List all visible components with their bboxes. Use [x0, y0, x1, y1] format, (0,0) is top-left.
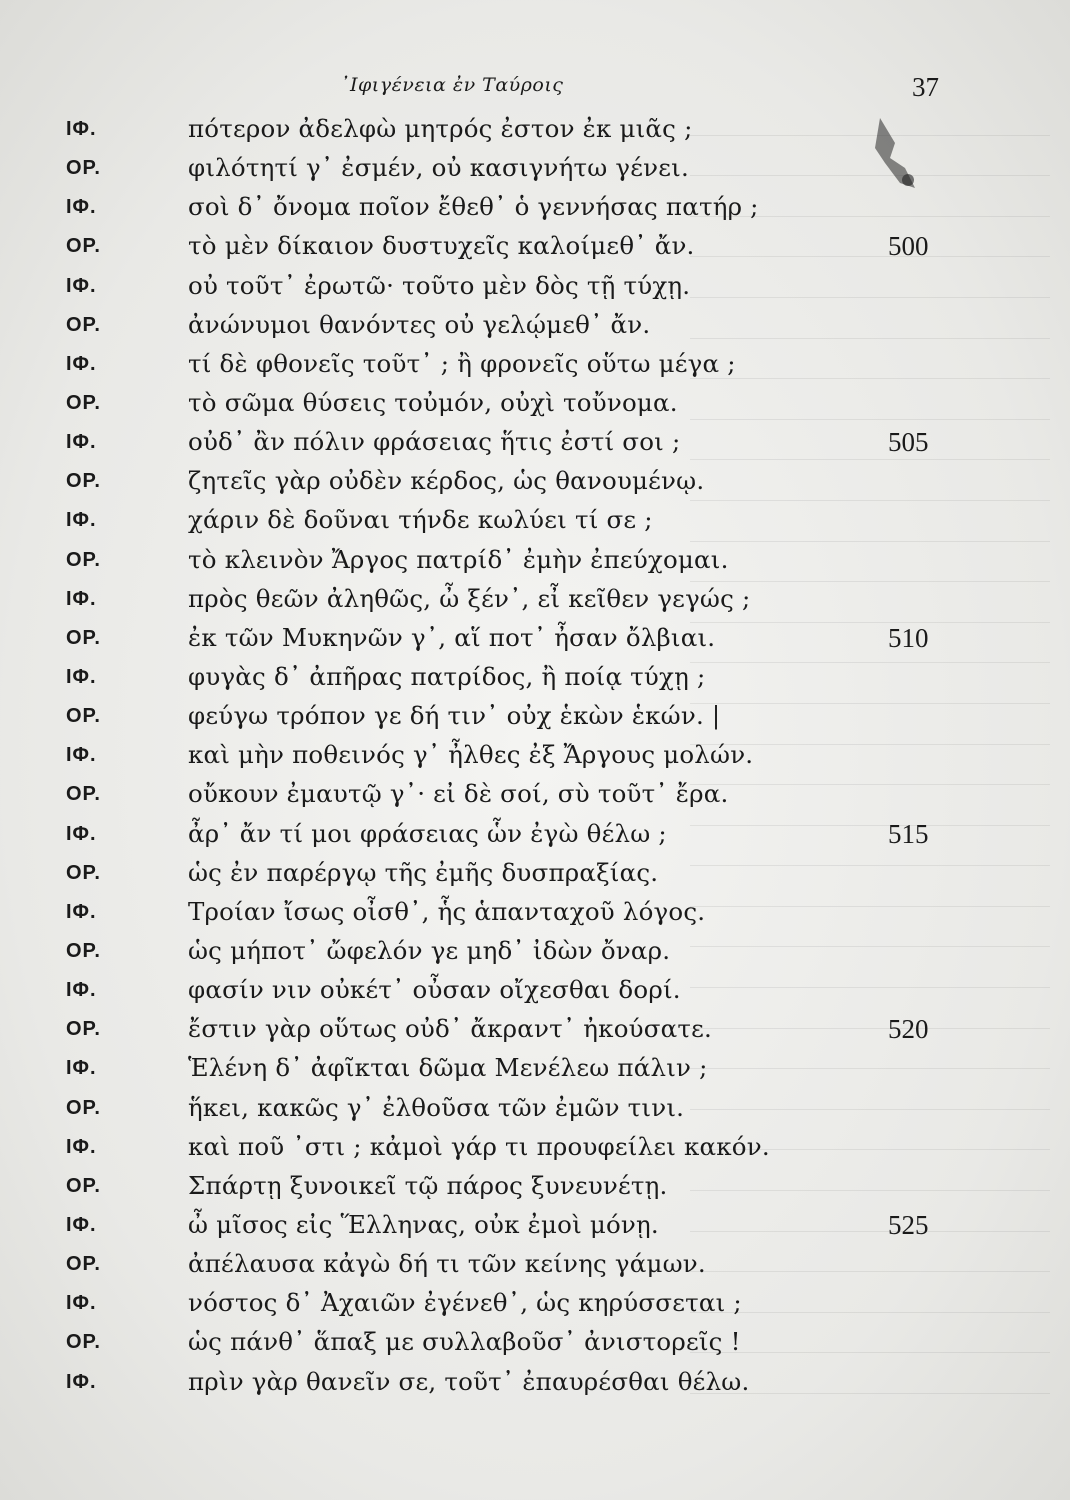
speaker-label: ΙΦ. — [66, 352, 97, 375]
speaker-label: ΙΦ. — [66, 196, 97, 219]
verse-text: νόστος δ᾿ Ἀχαιῶν ἐγένεθ᾿, ὡς κηρύσσεται ; — [188, 1288, 742, 1318]
verse-text: σοὶ δ᾿ ὄνομα ποῖον ἔθεθ᾿ ὁ γεννήσας πατήρ ; — [188, 192, 759, 222]
running-title: ᾿Ιφιγένεια ἐν Ταύροις — [340, 74, 564, 96]
verse-text: φυγὰς δ᾿ ἀπῆρας πατρίδος, ἢ ποίᾳ τύχῃ ; — [188, 661, 706, 691]
verse-line — [0, 505, 1070, 544]
speaker-label: ΟΡ. — [66, 1331, 101, 1354]
speaker-label: ΙΦ. — [66, 822, 97, 845]
verse-text: τὸ σῶμα θύσεις τοὐμόν, οὐχὶ τοὔνομα. — [188, 387, 678, 417]
verse-line — [0, 740, 1070, 779]
verse-text: Τροίαν ἴσως οἶσθ᾿, ἧς ἁπανταχοῦ λόγος. — [188, 896, 706, 926]
verse-line — [0, 1093, 1070, 1132]
verse-line — [0, 192, 1070, 231]
verse-line — [0, 819, 1070, 858]
speaker-label: ΙΦ. — [66, 1213, 97, 1236]
verse-line — [0, 1132, 1070, 1171]
speaker-label: ΙΦ. — [66, 509, 97, 532]
speaker-label: ΙΦ. — [66, 587, 97, 610]
verse-line — [0, 427, 1070, 466]
verse-text: ἆρ᾿ ἄν τί μοι φράσειας ὧν ἐγὼ θέλω ; — [188, 818, 667, 848]
verse-text: πότερον ἀδελφὼ μητρός ἐστον ἐκ μιᾶς ; — [188, 114, 693, 143]
verse-text: φασίν νιν οὐκέτ᾿ οὖσαν οἴχεσθαι δορί. — [188, 975, 681, 1005]
verse-text: Σπάρτῃ ξυνοικεῖ τῷ πάρος ξυνευνέτῃ. — [188, 1170, 668, 1200]
verse-text: ἐκ τῶν Μυκηνῶν γ᾿, αἵ ποτ᾿ ἦσαν ὄλβιαι. — [188, 622, 716, 652]
speaker-label: ΟΡ. — [66, 1018, 101, 1041]
verse-line — [0, 858, 1070, 897]
verse-line — [0, 310, 1070, 349]
verse-line — [0, 701, 1070, 740]
speaker-label: ΟΡ. — [66, 626, 101, 649]
verse-line — [0, 114, 1070, 153]
verse-line — [0, 662, 1070, 701]
verse-text: τὸ μὲν δίκαιον δυστυχεῖς καλοίμεθ᾿ ἄν. — [188, 231, 695, 261]
verse-text: φεύγω τρόπον γε δή τιν᾿ οὐχ ἑκὼν ἑκών. | — [188, 701, 721, 731]
verse-text: οὔκουν ἐμαυτῷ γ᾿· εἰ δὲ σοί, σὺ τοῦτ᾿ ἔρα. — [188, 779, 729, 809]
speaker-label: ΟΡ. — [66, 157, 101, 180]
verse-line — [0, 545, 1070, 584]
speaker-label: ΙΦ. — [66, 1057, 97, 1080]
speaker-label: ΙΦ. — [66, 665, 97, 688]
speaker-label: ΟΡ. — [66, 548, 101, 571]
verse-line — [0, 1014, 1070, 1053]
verse-text: ἀνώνυμοι θανόντες οὐ γελῴμεθ᾿ ἄν. — [188, 309, 651, 339]
verse-line — [0, 153, 1070, 192]
speaker-label: ΟΡ. — [66, 783, 101, 806]
verse-line — [0, 584, 1070, 623]
verse-text: ὡς πάνθ᾿ ἅπαξ με συλλαβοῦσ᾿ ἀνιστορεῖς ! — [188, 1327, 741, 1357]
speaker-label: ΟΡ. — [66, 470, 101, 493]
verse-line — [0, 1288, 1070, 1327]
speaker-label: ΟΡ. — [66, 861, 101, 884]
page-number: 37 — [912, 72, 939, 102]
page-header — [0, 72, 1070, 112]
speaker-label: ΟΡ. — [66, 313, 101, 336]
verse-text: ὡς μήποτ᾿ ὤφελόν γε μηδ᾿ ἰδὼν ὄναρ. — [188, 935, 671, 965]
verse-text: ὦ μῖσος εἰς Ἕλληνας, οὐκ ἐμοὶ μόνῃ. — [188, 1209, 659, 1239]
verse-text: ἀπέλαυσα κἀγὼ δή τι τῶν κείνης γάμων. — [188, 1249, 706, 1279]
verse-line — [0, 1171, 1070, 1210]
verse-line — [0, 779, 1070, 818]
verse-line — [0, 1053, 1070, 1092]
verse-text: φιλότητί γ᾿ ἐσμέν, οὐ κασιγνήτω γένει. — [188, 153, 689, 183]
verse-text: ἥκει, κακῶς γ᾿ ἐλθοῦσα τῶν ἐμῶν τινι. — [188, 1092, 685, 1122]
line-number: 505 — [888, 427, 929, 458]
verse-text: ὡς ἐν παρέργῳ τῆς ἐμῆς δυσπραξίας. — [188, 857, 659, 887]
speaker-label: ΙΦ. — [66, 118, 97, 140]
speaker-label: ΙΦ. — [66, 979, 97, 1002]
verse-line — [0, 271, 1070, 310]
verse-line — [0, 975, 1070, 1014]
verse-line — [0, 897, 1070, 936]
verse-text: τὸ κλεινὸν Ἄργος πατρίδ᾿ ἐμὴν ἐπεύχομαι. — [188, 544, 729, 574]
verse-line — [0, 349, 1070, 388]
verse-text: πρὶν γὰρ θανεῖν σε, τοῦτ᾿ ἐπαυρέσθαι θέλω. — [188, 1366, 750, 1396]
verse-text: οὐδ᾿ ἂν πόλιν φράσειας ἥτις ἐστί σοι ; — [188, 427, 681, 457]
verse-line — [0, 231, 1070, 270]
verse-line — [0, 1327, 1070, 1366]
verse-text: τί δὲ φθονεῖς τοῦτ᾿ ; ἢ φρονεῖς οὕτω μέγα ; — [188, 348, 736, 378]
verse-line — [0, 623, 1070, 662]
verse-line — [0, 936, 1070, 975]
verse-lines — [0, 114, 1070, 1406]
speaker-label: ΟΡ. — [66, 391, 101, 414]
line-number: 510 — [888, 622, 929, 653]
verse-text: Ἑλένη δ᾿ ἀφῖκται δῶμα Μενέλεω πάλιν ; — [188, 1053, 708, 1083]
verse-line — [0, 388, 1070, 427]
speaker-label: ΙΦ. — [66, 900, 97, 923]
line-number: 520 — [888, 1014, 929, 1045]
speaker-label: ΙΦ. — [66, 1135, 97, 1158]
speaker-label: ΟΡ. — [66, 235, 101, 258]
speaker-label: ΟΡ. — [66, 1096, 101, 1119]
verse-line — [0, 466, 1070, 505]
line-number: 525 — [888, 1209, 929, 1240]
line-number: 515 — [888, 818, 929, 849]
verse-text: καὶ μὴν ποθεινός γ᾿ ἦλθες ἐξ Ἄργους μολών. — [188, 740, 754, 770]
speaker-label: ΟΡ. — [66, 939, 101, 962]
verse-text: πρὸς θεῶν ἀληθῶς, ὦ ξέν᾿, εἶ κεῖθεν γεγώς ; — [188, 583, 751, 613]
speaker-label: ΙΦ. — [66, 274, 97, 297]
verse-text: οὐ τοῦτ᾿ ἐρωτῶ· τοῦτο μὲν δὸς τῇ τύχῃ. — [188, 270, 691, 300]
verse-line — [0, 1210, 1070, 1249]
verse-text: ζητεῖς γὰρ οὐδὲν κέρδος, ὡς θανουμένῳ. — [188, 466, 705, 496]
verse-text: ἔστιν γὰρ οὕτως οὐδ᾿ ἄκραντ᾿ ἠκούσατε. — [188, 1014, 713, 1044]
speaker-label: ΙΦ. — [66, 1370, 97, 1393]
speaker-label: ΙΦ. — [66, 744, 97, 767]
speaker-label: ΙΦ. — [66, 431, 97, 454]
verse-text: χάριν δὲ δοῦναι τήνδε κωλύει τί σε ; — [188, 505, 653, 535]
speaker-label: ΙΦ. — [66, 1292, 97, 1315]
speaker-label: ΟΡ. — [66, 1253, 101, 1276]
speaker-label: ΟΡ. — [66, 1174, 101, 1197]
verse-line — [0, 1367, 1070, 1406]
verse-line — [0, 1249, 1070, 1288]
line-number: 500 — [888, 231, 929, 262]
verse-text: καὶ ποῦ ᾿στι ; κἀμοὶ γάρ τι προυφείλει κακόν. — [188, 1131, 770, 1161]
speaker-label: ΟΡ. — [66, 705, 101, 728]
